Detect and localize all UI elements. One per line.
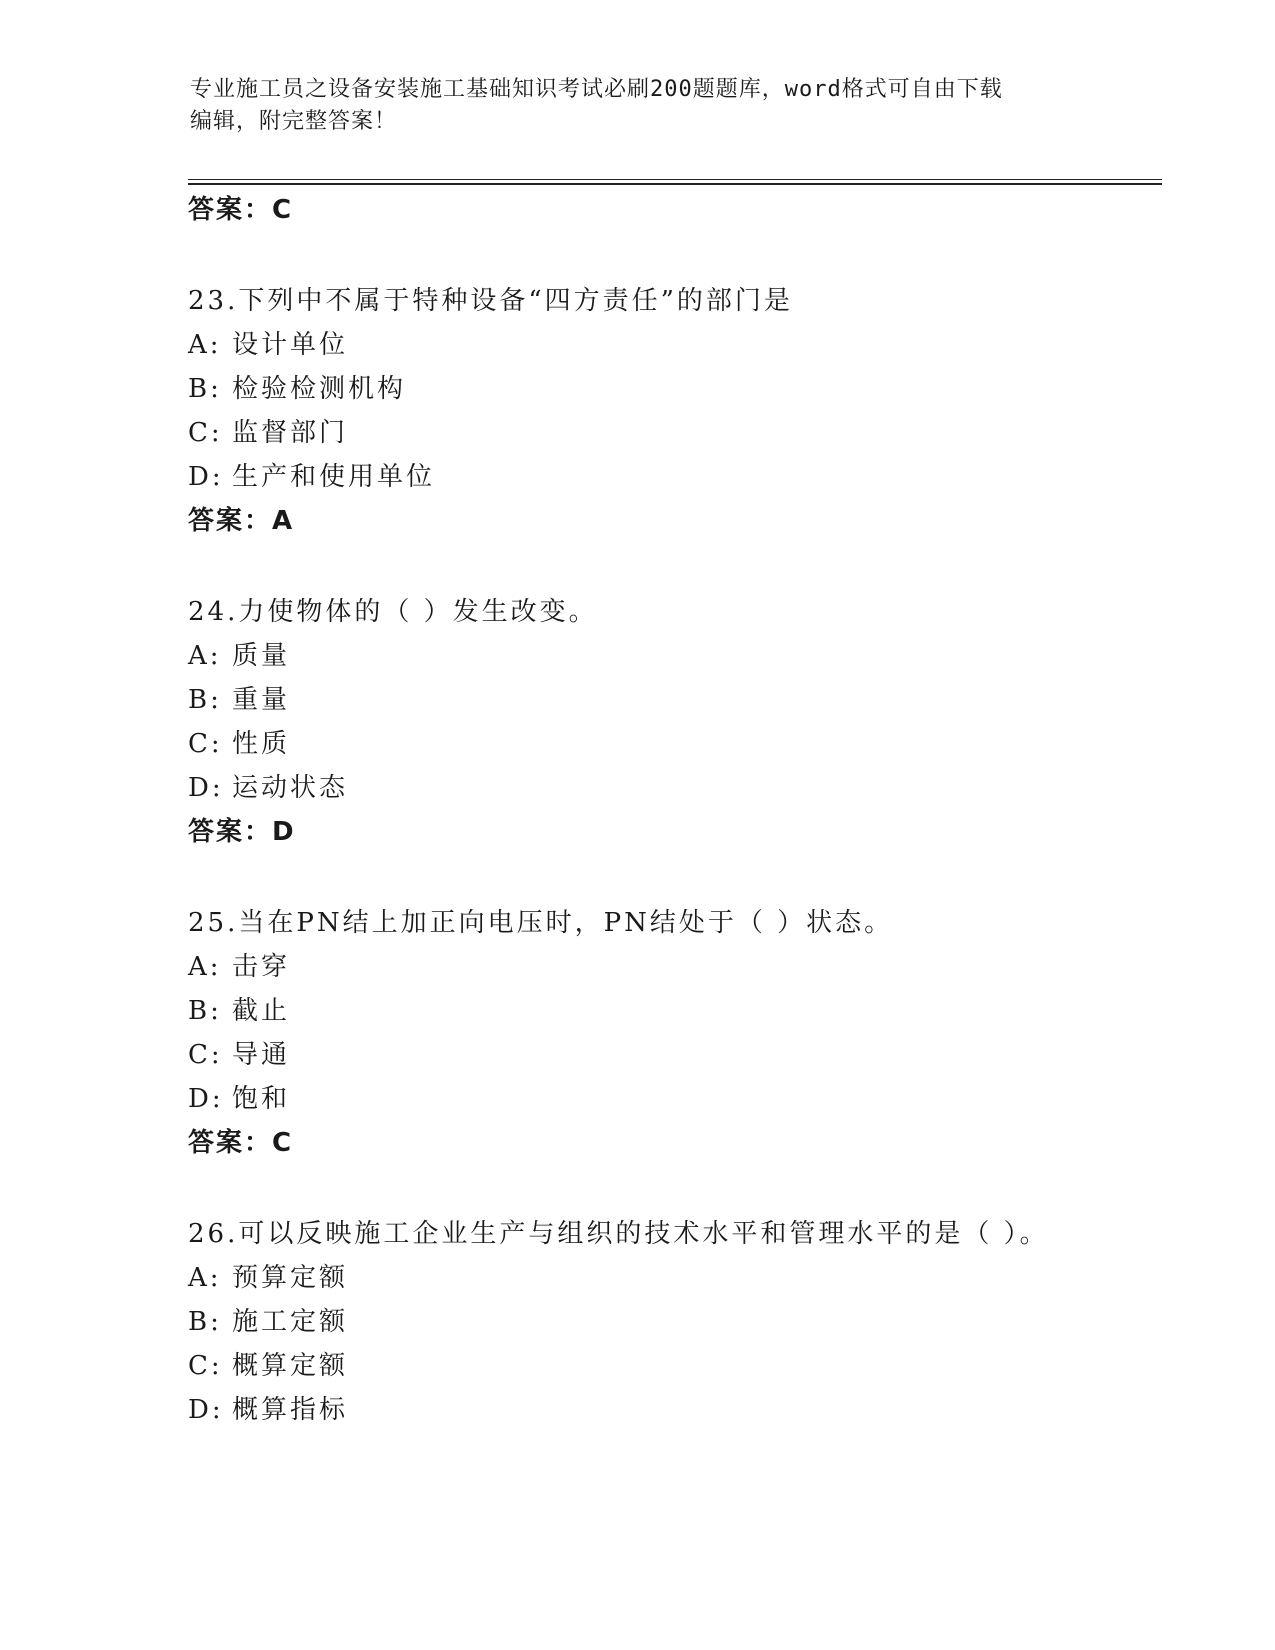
question-25-option-c bbox=[188, 1039, 290, 1071]
question-25-option-d bbox=[188, 1083, 290, 1115]
question-26-option-d bbox=[188, 1394, 348, 1426]
option-text: 设计单位 bbox=[232, 330, 349, 360]
option-text: 生产和使用单位 bbox=[232, 462, 436, 492]
option-text: 性质 bbox=[232, 729, 291, 759]
option-text: 概算指标 bbox=[232, 1395, 349, 1425]
question-25-answer: 答案：C bbox=[188, 1128, 294, 1158]
previous-answer: 答案：C bbox=[188, 195, 294, 225]
option-letter: D: bbox=[188, 773, 224, 803]
option-letter: B: bbox=[188, 374, 222, 404]
header-line-2: 编辑，附完整答案！ bbox=[190, 109, 398, 134]
option-text: 运动状态 bbox=[232, 773, 349, 803]
question-26-option-a bbox=[188, 1262, 348, 1294]
question-23-option-b bbox=[188, 373, 406, 405]
option-text: 导通 bbox=[232, 1040, 291, 1070]
option-text: 截止 bbox=[232, 996, 291, 1026]
question-23-option-d bbox=[188, 461, 435, 493]
option-letter: A: bbox=[188, 641, 222, 671]
option-letter: C: bbox=[188, 1040, 223, 1070]
question-24-answer: 答案：D bbox=[188, 817, 296, 847]
option-letter: C: bbox=[188, 1351, 223, 1381]
option-text: 击穿 bbox=[232, 952, 291, 982]
question-23-stem: 23.下列中不属于特种设备“四方责任”的部门是 bbox=[188, 286, 793, 316]
option-letter: A: bbox=[188, 952, 222, 982]
option-text: 监督部门 bbox=[232, 418, 349, 448]
option-letter: B: bbox=[188, 685, 222, 715]
header-rule-thick bbox=[188, 183, 1162, 185]
option-text: 预算定额 bbox=[232, 1263, 349, 1293]
question-26-option-c bbox=[188, 1350, 348, 1382]
option-letter: C: bbox=[188, 729, 223, 759]
question-23-option-a bbox=[188, 329, 348, 361]
option-text: 概算定额 bbox=[232, 1351, 349, 1381]
question-23-answer: 答案：A bbox=[188, 506, 295, 536]
option-text: 检验检测机构 bbox=[232, 374, 407, 404]
question-24-option-d bbox=[188, 772, 348, 804]
question-25-option-a bbox=[188, 951, 290, 983]
document-header bbox=[190, 74, 1090, 138]
question-25-option-b bbox=[188, 995, 290, 1027]
question-24-option-b bbox=[188, 684, 290, 716]
question-26-stem: 26.可以反映施工企业生产与组织的技术水平和管理水平的是（ ）。 bbox=[188, 1219, 1049, 1249]
question-23-option-c bbox=[188, 417, 348, 449]
option-text: 饱和 bbox=[232, 1084, 291, 1114]
header-line-1: 专业施工员之设备安装施工基础知识考试必刷200题题库，word格式可自由下载 bbox=[190, 77, 1003, 102]
option-letter: A: bbox=[188, 1263, 222, 1293]
option-text: 质量 bbox=[232, 641, 291, 671]
question-24-option-c bbox=[188, 728, 290, 760]
option-letter: A: bbox=[188, 330, 222, 360]
option-letter: B: bbox=[188, 1307, 222, 1337]
option-letter: B: bbox=[188, 996, 222, 1026]
option-letter: D: bbox=[188, 1395, 224, 1425]
header-rule-thin bbox=[188, 179, 1162, 180]
option-text: 重量 bbox=[232, 685, 291, 715]
question-25-stem: 25.当在PN结上加正向电压时，PN结处于（ ）状态。 bbox=[188, 908, 894, 938]
question-24-option-a bbox=[188, 640, 290, 672]
question-24-stem: 24.力使物体的（ ）发生改变。 bbox=[188, 597, 598, 627]
option-letter: D: bbox=[188, 462, 224, 492]
question-26-option-b bbox=[188, 1306, 348, 1338]
option-letter: D: bbox=[188, 1084, 224, 1114]
option-text: 施工定额 bbox=[232, 1307, 349, 1337]
option-letter: C: bbox=[188, 418, 223, 448]
